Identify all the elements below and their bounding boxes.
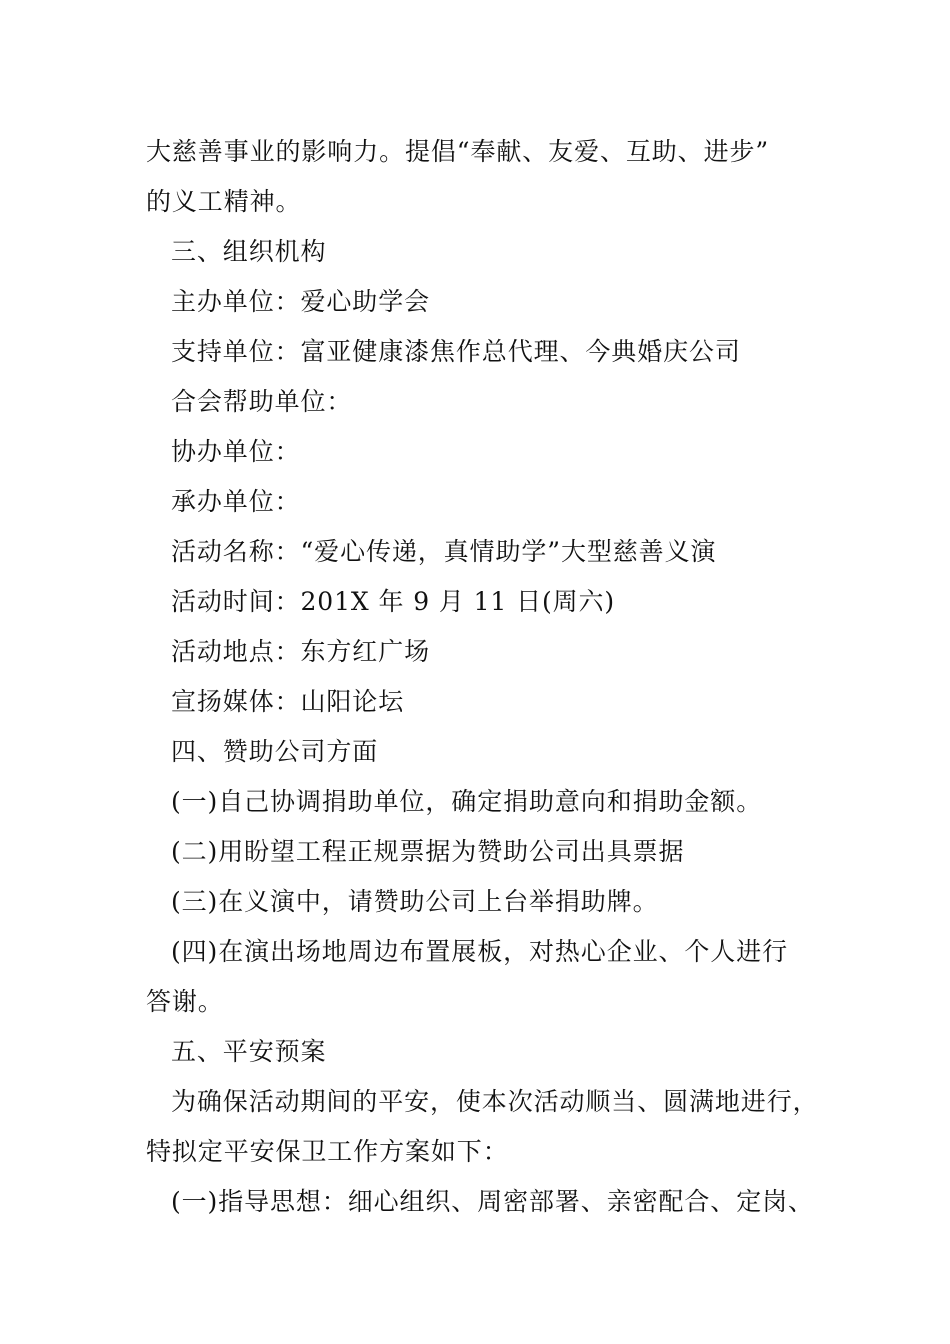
paragraph-continuation-line: 大慈善事业的影响力。提倡“奉献、友爱、互助、进步” [146, 137, 770, 166]
sponsor-item-1: (一)自己协调捐助单位，确定捐助意向和捐助金额。 [171, 787, 763, 816]
supporter-line: 支持单位：富亚健康漆焦作总代理、今典婚庆公司 [171, 337, 741, 366]
event-name-line: 活动名称：“爱心传递，真情助学”大型慈善义演 [171, 537, 717, 566]
section-heading-organization: 三、组织机构 [171, 237, 327, 266]
sponsor-item-3: (三)在义演中，请赞助公司上台举捐助牌。 [171, 887, 659, 916]
safety-intro-continuation: 特拟定平安保卫工作方案如下： [146, 1137, 509, 1166]
undertaker-line: 承办单位： [171, 487, 301, 516]
safety-guideline-line: (一)指导思想：细心组织、周密部署、亲密配合、定岗、 [171, 1187, 814, 1216]
safety-intro-line: 为确保活动期间的平安，使本次活动顺当、圆满地进行， [171, 1087, 819, 1116]
section-heading-sponsors: 四、赞助公司方面 [171, 737, 379, 766]
event-time-line: 活动时间：201X 年 9 月 11 日(周六) [171, 587, 616, 616]
sponsor-item-4: (四)在演出场地周边布置展板，对热心企业、个人进行 [171, 937, 789, 966]
organizer-line: 主办单位：爱心助学会 [171, 287, 431, 316]
sponsor-item-4-continuation: 答谢。 [146, 987, 224, 1016]
co-organizer-line: 协办单位： [171, 437, 301, 466]
sponsor-item-2: (二)用盼望工程正规票据为赞助公司出具票据 [171, 837, 685, 866]
event-location-line: 活动地点：东方红广场 [171, 637, 431, 666]
media-line: 宣扬媒体：山阳论坛 [171, 687, 405, 716]
co-helper-line: 合会帮助单位： [171, 387, 353, 416]
paragraph-continuation-line: 的义工精神。 [146, 187, 302, 216]
section-heading-safety: 五、平安预案 [171, 1037, 327, 1066]
